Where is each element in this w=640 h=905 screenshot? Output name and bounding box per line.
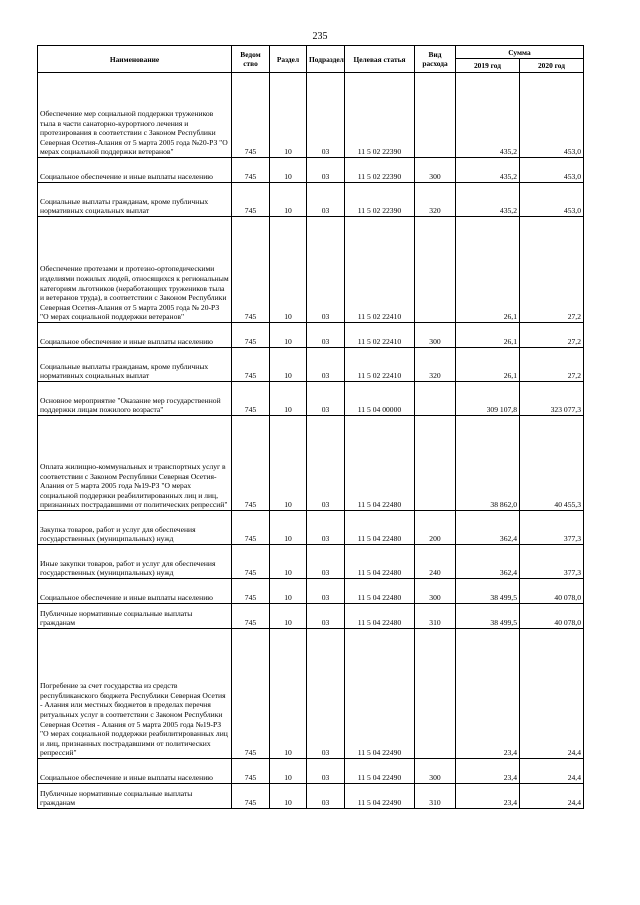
row-sum-2019: 23,4 bbox=[456, 629, 520, 759]
row-target-article: 11 5 04 22480 bbox=[345, 416, 415, 511]
row-razdel: 10 bbox=[270, 511, 307, 545]
row-target-article: 11 5 04 00000 bbox=[345, 382, 415, 416]
row-sum-2019: 38 862,0 bbox=[456, 416, 520, 511]
row-sum-2020: 27,2 bbox=[520, 217, 584, 323]
row-razdel: 10 bbox=[270, 604, 307, 629]
row-ved: 745 bbox=[232, 183, 270, 217]
row-sum-2019: 26,1 bbox=[456, 348, 520, 382]
row-name: Публичные нормативные социальные выплаты гражданам bbox=[38, 784, 232, 809]
row-ved: 745 bbox=[232, 579, 270, 604]
row-sum-2019: 23,4 bbox=[456, 784, 520, 809]
row-podrazdel: 03 bbox=[307, 323, 345, 348]
row-ved: 745 bbox=[232, 511, 270, 545]
row-target-article: 11 5 04 22480 bbox=[345, 511, 415, 545]
table-header bbox=[38, 46, 584, 73]
row-sum-2019: 26,1 bbox=[456, 323, 520, 348]
row-sum-2020: 40 455,3 bbox=[520, 416, 584, 511]
row-razdel: 10 bbox=[270, 416, 307, 511]
row-sum-2019: 38 499,5 bbox=[456, 579, 520, 604]
row-ved: 745 bbox=[232, 784, 270, 809]
budget-table bbox=[37, 45, 584, 809]
row-ved: 745 bbox=[232, 545, 270, 579]
row-target-article: 11 5 02 22390 bbox=[345, 183, 415, 217]
table-row bbox=[38, 784, 584, 809]
row-podrazdel: 03 bbox=[307, 348, 345, 382]
table-body bbox=[38, 73, 584, 809]
row-podrazdel: 03 bbox=[307, 579, 345, 604]
table-row bbox=[38, 629, 584, 759]
row-expense-type bbox=[415, 416, 456, 511]
row-sum-2020: 27,2 bbox=[520, 348, 584, 382]
row-ved: 745 bbox=[232, 382, 270, 416]
row-name: Социальное обеспечение и иные выплаты населению bbox=[38, 158, 232, 183]
table-row bbox=[38, 382, 584, 416]
row-target-article: 11 5 04 22490 bbox=[345, 629, 415, 759]
row-podrazdel: 03 bbox=[307, 511, 345, 545]
row-sum-2019: 435,2 bbox=[456, 183, 520, 217]
row-expense-type: 200 bbox=[415, 511, 456, 545]
table-row bbox=[38, 545, 584, 579]
row-name: Социальное обеспечение и иные выплаты населению bbox=[38, 323, 232, 348]
row-sum-2020: 453,0 bbox=[520, 73, 584, 158]
row-razdel: 10 bbox=[270, 784, 307, 809]
row-razdel: 10 bbox=[270, 183, 307, 217]
row-ved: 745 bbox=[232, 348, 270, 382]
row-expense-type: 310 bbox=[415, 604, 456, 629]
row-razdel: 10 bbox=[270, 73, 307, 158]
row-name: Погребение за счет государства из средств республиканского бюджета Республики Северная Осетия - Алания или местных бюджетов в пределах перечня ритуальных услуг в соответствии с Законом Республики Северная Осетия - Алания от 5 марта 2005 года №19-РЗ "О мерах социальной поддержки реабилитированных лиц и лиц, признанных пострадавшими от политических репрессий" bbox=[38, 629, 232, 759]
table-row bbox=[38, 511, 584, 545]
row-target-article: 11 5 04 22480 bbox=[345, 545, 415, 579]
row-expense-type: 320 bbox=[415, 183, 456, 217]
row-name: Закупка товаров, работ и услуг для обеспечения государственных (муниципальных) нужд bbox=[38, 511, 232, 545]
row-sum-2020: 27,2 bbox=[520, 323, 584, 348]
row-sum-2019: 435,2 bbox=[456, 73, 520, 158]
row-target-article: 11 5 02 22390 bbox=[345, 158, 415, 183]
row-sum-2020: 24,4 bbox=[520, 759, 584, 784]
row-sum-2020: 377,3 bbox=[520, 545, 584, 579]
row-ved: 745 bbox=[232, 416, 270, 511]
header-ved: Ведом ство bbox=[232, 46, 270, 73]
row-ved: 745 bbox=[232, 629, 270, 759]
row-sum-2020: 24,4 bbox=[520, 629, 584, 759]
row-podrazdel: 03 bbox=[307, 217, 345, 323]
row-ved: 745 bbox=[232, 217, 270, 323]
row-sum-2020: 40 078,0 bbox=[520, 579, 584, 604]
row-ved: 745 bbox=[232, 759, 270, 784]
row-sum-2020: 453,0 bbox=[520, 158, 584, 183]
row-sum-2020: 24,4 bbox=[520, 784, 584, 809]
row-podrazdel: 03 bbox=[307, 604, 345, 629]
row-podrazdel: 03 bbox=[307, 784, 345, 809]
page-number: 235 bbox=[312, 31, 328, 42]
row-podrazdel: 03 bbox=[307, 382, 345, 416]
header-name: Наименование bbox=[38, 46, 232, 73]
row-razdel: 10 bbox=[270, 323, 307, 348]
row-name: Обеспечение протезами и протезно-ортопедическими изделиями пожилых людей, относящихся к региональным категориям льготников (неработающих тружеников тыла и ветеранов труда), в соответствии с Законом Республики Северная Осетия-Алания от 5 марта 2005 года № 20-РЗ "О мерах социальной поддержки ветеранов" bbox=[38, 217, 232, 323]
header-podrazdel: Подраздел bbox=[307, 46, 345, 73]
row-name: Социальное обеспечение и иные выплаты населению bbox=[38, 759, 232, 784]
row-razdel: 10 bbox=[270, 545, 307, 579]
row-name: Социальные выплаты гражданам, кроме публичных нормативных социальных выплат bbox=[38, 348, 232, 382]
header-celevaya: Целевая статья bbox=[345, 46, 415, 73]
row-target-article: 11 5 04 22490 bbox=[345, 759, 415, 784]
row-name: Оплата жилищно-коммунальных и транспортных услуг в соответствии с Законом Республики Северная Осетия-Алания от 5 марта 2005 года №19-РЗ "О мерах социальной поддержки реабилитированных лиц и лиц, признанных пострадавшими от политических репрессий" bbox=[38, 416, 232, 511]
table-row bbox=[38, 604, 584, 629]
table-row bbox=[38, 348, 584, 382]
row-expense-type: 300 bbox=[415, 759, 456, 784]
table-row bbox=[38, 183, 584, 217]
row-sum-2020: 377,3 bbox=[520, 511, 584, 545]
row-target-article: 11 5 02 22390 bbox=[345, 73, 415, 158]
row-podrazdel: 03 bbox=[307, 629, 345, 759]
row-expense-type bbox=[415, 629, 456, 759]
row-sum-2020: 40 078,0 bbox=[520, 604, 584, 629]
row-expense-type: 240 bbox=[415, 545, 456, 579]
row-expense-type: 300 bbox=[415, 158, 456, 183]
row-ved: 745 bbox=[232, 73, 270, 158]
row-target-article: 11 5 02 22410 bbox=[345, 348, 415, 382]
row-razdel: 10 bbox=[270, 382, 307, 416]
row-podrazdel: 03 bbox=[307, 545, 345, 579]
row-razdel: 10 bbox=[270, 348, 307, 382]
row-razdel: 10 bbox=[270, 629, 307, 759]
row-expense-type bbox=[415, 217, 456, 323]
row-expense-type: 300 bbox=[415, 323, 456, 348]
row-podrazdel: 03 bbox=[307, 759, 345, 784]
row-sum-2019: 362,4 bbox=[456, 545, 520, 579]
row-podrazdel: 03 bbox=[307, 416, 345, 511]
row-podrazdel: 03 bbox=[307, 158, 345, 183]
row-expense-type: 300 bbox=[415, 579, 456, 604]
table-row bbox=[38, 158, 584, 183]
row-podrazdel: 03 bbox=[307, 73, 345, 158]
row-sum-2019: 362,4 bbox=[456, 511, 520, 545]
table-row bbox=[38, 759, 584, 784]
row-sum-2019: 23,4 bbox=[456, 759, 520, 784]
table-row bbox=[38, 217, 584, 323]
row-ved: 745 bbox=[232, 604, 270, 629]
row-ved: 745 bbox=[232, 323, 270, 348]
row-expense-type bbox=[415, 382, 456, 416]
table-row bbox=[38, 323, 584, 348]
header-razdel: Раздел bbox=[270, 46, 307, 73]
row-target-article: 11 5 04 22480 bbox=[345, 579, 415, 604]
row-ved: 745 bbox=[232, 158, 270, 183]
row-target-article: 11 5 04 22480 bbox=[345, 604, 415, 629]
row-name: Публичные нормативные социальные выплаты гражданам bbox=[38, 604, 232, 629]
row-razdel: 10 bbox=[270, 217, 307, 323]
row-podrazdel: 03 bbox=[307, 183, 345, 217]
row-razdel: 10 bbox=[270, 579, 307, 604]
row-razdel: 10 bbox=[270, 158, 307, 183]
row-name: Основное мероприятие "Оказание мер государственной поддержки лицам пожилого возраста" bbox=[38, 382, 232, 416]
row-sum-2019: 38 499,5 bbox=[456, 604, 520, 629]
row-target-article: 11 5 02 22410 bbox=[345, 217, 415, 323]
table-row bbox=[38, 416, 584, 511]
row-sum-2019: 26,1 bbox=[456, 217, 520, 323]
row-sum-2020: 323 077,3 bbox=[520, 382, 584, 416]
row-name: Социальные выплаты гражданам, кроме публичных нормативных социальных выплат bbox=[38, 183, 232, 217]
row-expense-type: 320 bbox=[415, 348, 456, 382]
row-sum-2019: 435,2 bbox=[456, 158, 520, 183]
header-2020: 2020 год bbox=[520, 59, 584, 73]
header-2019: 2019 год bbox=[456, 59, 520, 73]
row-sum-2019: 309 107,8 bbox=[456, 382, 520, 416]
row-name: Социальное обеспечение и иные выплаты населению bbox=[38, 579, 232, 604]
header-vid: Вид расхода bbox=[415, 46, 456, 73]
row-target-article: 11 5 04 22490 bbox=[345, 784, 415, 809]
row-name: Иные закупки товаров, работ и услуг для обеспечения государственных (муниципальных) нужд bbox=[38, 545, 232, 579]
table-row bbox=[38, 73, 584, 158]
header-summa: Сумма bbox=[456, 46, 584, 59]
row-name: Обеспечение мер социальной поддержки тружеников тыла в части санаторно-курортного лечения и протезирования в соответствии с Законом Республики Северная Осетия-Алания от 5 марта 2005 года №20-РЗ "О мерах социальной поддержки ветеранов" bbox=[38, 73, 232, 158]
row-expense-type: 310 bbox=[415, 784, 456, 809]
row-target-article: 11 5 02 22410 bbox=[345, 323, 415, 348]
table-row bbox=[38, 579, 584, 604]
row-razdel: 10 bbox=[270, 759, 307, 784]
row-sum-2020: 453,0 bbox=[520, 183, 584, 217]
row-expense-type bbox=[415, 73, 456, 158]
